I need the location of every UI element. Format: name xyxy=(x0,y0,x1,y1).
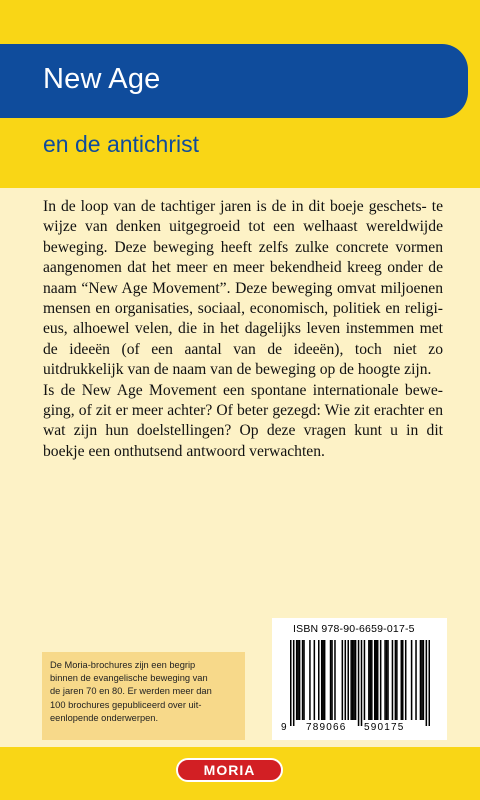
blurb-line: van de naam van de beweging op de hoogte zijn. xyxy=(127,361,432,379)
barcode-lead-digit: 9 xyxy=(281,722,288,733)
series-info-line: De Moria-brochures zijn een begrip xyxy=(50,660,196,670)
barcode-bar xyxy=(421,640,423,720)
barcode-bar xyxy=(297,640,299,720)
blurb-line: te wijze van denken uitgegroeid tot een welhaast wereldwijde xyxy=(43,198,444,236)
barcode-bar xyxy=(350,640,352,720)
book-subtitle: en de antichrist xyxy=(43,131,199,157)
barcode-bar xyxy=(302,640,304,720)
barcode-bar xyxy=(426,640,428,726)
barcode-bar xyxy=(331,640,333,720)
blurb-line: Is de New Age Movement een spontane internationale bewe- xyxy=(43,381,443,399)
barcode-right-digits: 590175 xyxy=(364,722,405,733)
barcode-bar xyxy=(371,640,373,720)
barcode-bar xyxy=(386,640,388,720)
barcode-bar xyxy=(334,640,336,720)
barcode-bar xyxy=(330,640,332,720)
series-info-line: binnen de evangelische beweging van xyxy=(50,673,208,684)
blurb-line: In de loop van de tachtiger jaren is de in dit boeje geschets- xyxy=(43,198,427,215)
barcode-bar xyxy=(396,640,398,720)
barcode-bar xyxy=(423,640,425,720)
barcode-bar xyxy=(370,640,372,720)
barcode-bar xyxy=(402,640,404,720)
barcode-bar xyxy=(314,640,316,720)
barcode-bar xyxy=(353,640,355,720)
barcode-bar xyxy=(296,640,298,720)
isbn-label: ISBN 978-90-6659-017-5 xyxy=(293,623,415,635)
barcode-box xyxy=(272,618,447,740)
blurb-line: eus, alhoewel velen, die in het dagelijks leven instemmen met de xyxy=(43,320,443,358)
blurb-line: aangenomen dat het meer en meer bekendheid kreeg onder de xyxy=(43,259,443,277)
barcode-bar xyxy=(324,640,326,720)
barcode-bar xyxy=(380,640,382,720)
barcode-bar xyxy=(342,640,344,720)
blurb-line: wat zijn hun doelstellingen? Op deze vragen kunt u in dit boekje xyxy=(43,422,443,460)
series-info-line: de jaren 70 en 80. Er werden meer dan xyxy=(50,686,212,697)
barcode-bar xyxy=(429,640,430,726)
barcode-bar xyxy=(318,640,320,720)
barcode-bar xyxy=(364,640,366,720)
barcode-bar xyxy=(290,640,292,726)
barcode-bar xyxy=(375,640,377,720)
blurb-line: ging, of zit er meer achter? Of beter gezegd: Wie zit erachter en xyxy=(43,402,443,420)
barcode-bar xyxy=(358,640,360,726)
blurb-paragraph-2 xyxy=(43,381,443,463)
blurb-line: een onthutsend antwoord verwachten. xyxy=(88,442,325,460)
barcode-bar xyxy=(345,640,347,720)
barcode-bar xyxy=(361,640,363,726)
moria-logo: MORIA xyxy=(176,758,283,782)
barcode-bar xyxy=(415,640,417,720)
barcode-bar xyxy=(352,640,354,720)
barcode-left-digits: 789066 xyxy=(306,722,347,733)
series-info-line: eenlopende onderwerpen. xyxy=(50,712,159,723)
barcode-bar xyxy=(401,640,403,720)
blurb-text xyxy=(43,197,443,462)
barcode-bar xyxy=(309,640,311,720)
barcode-bar xyxy=(384,640,386,720)
barcode-bar xyxy=(374,640,376,720)
barcode-bar xyxy=(395,640,397,720)
blurb-line: mensen en organisaties, sociaal, economisch, politiek en religi- xyxy=(43,300,443,318)
barcode-bar xyxy=(377,640,379,720)
barcode-icon xyxy=(290,640,430,726)
barcode-bar xyxy=(355,640,357,720)
barcode-bar xyxy=(392,640,394,720)
series-info-line: 100 brochures gepubliceerd over uit- xyxy=(50,699,202,710)
blurb-line: beweging. Deze beweging heeft zelfs zulke concrete vormen xyxy=(43,238,443,256)
blurb-line: ideeën (of een aantal van de ideeën), toch niet zo uitdrukkelijk xyxy=(43,340,443,379)
barcode-bar xyxy=(387,640,389,720)
barcode-bar xyxy=(303,640,305,720)
barcode-bar xyxy=(321,640,323,720)
barcode-bar xyxy=(368,640,370,720)
barcode-bar xyxy=(411,640,413,720)
book-title: New Age xyxy=(43,63,161,95)
barcode-bar xyxy=(420,640,422,720)
series-info-box xyxy=(42,652,245,740)
barcode-bar xyxy=(293,640,295,726)
blurb-paragraph-1 xyxy=(43,197,443,381)
barcode-bar xyxy=(347,640,349,720)
barcode-bar xyxy=(299,640,301,720)
blurb-line: naam “New Age Movement”. Deze beweging omvat miljoenen xyxy=(43,279,443,297)
barcode-bar xyxy=(322,640,324,720)
barcode-bar xyxy=(405,640,407,720)
